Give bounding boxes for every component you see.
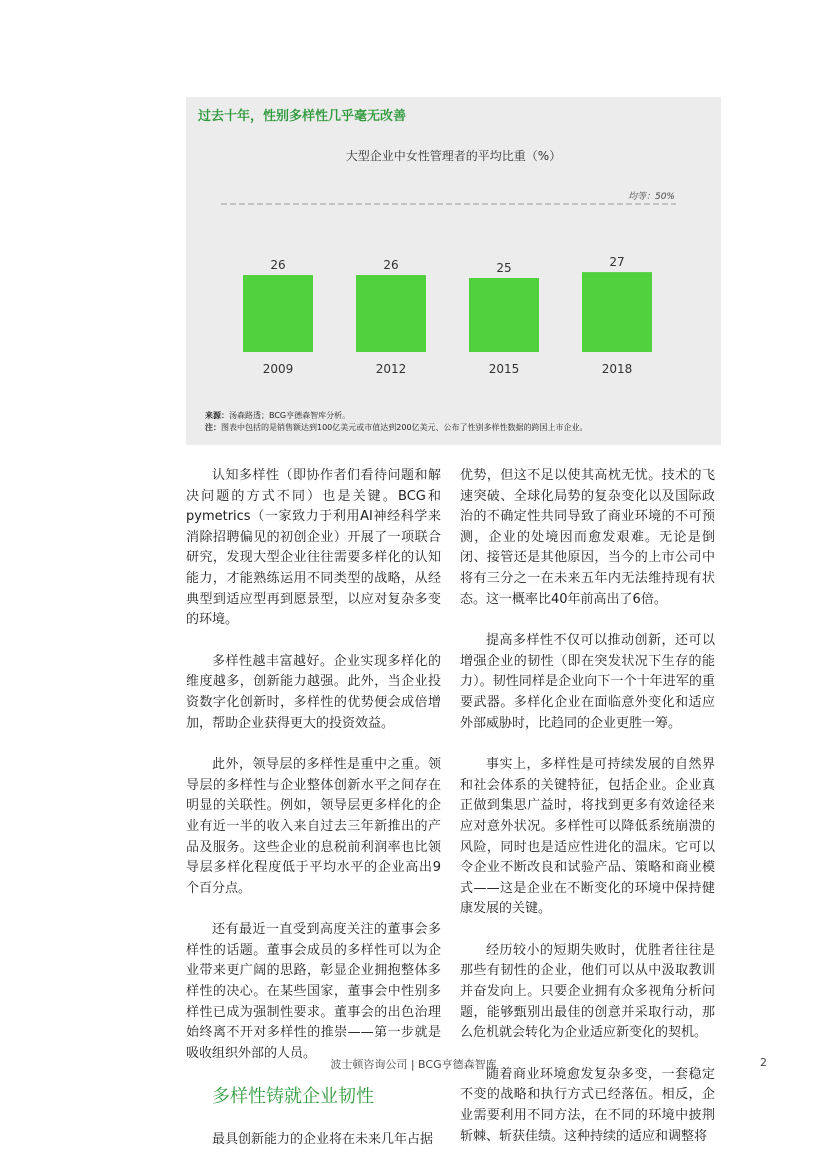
body-paragraph: 随着商业环境愈发复杂多变，一套稳定不变的战略和执行方式已经落伍。相反，企业需要利用不同方法，在不同的环境中披荆斩棘、斩获佳绩。这种持续的适应和调整将	[460, 1066, 715, 1144]
x-tick-label: 2009	[262, 362, 294, 376]
body-paragraph: 事实上，多样性是可持续发展的自然界和社会体系的关键特征，包括企业。企业真正做到集思广益时，将找到更多有效途径来应对意外状况。多样性可以降低系统崩溃的风险，同时也是适应性进化的温床。它可以令企业不断改良和试验产品、策略和商业模式——这是企业在不断变化的环境中保持健康发展的关键。	[460, 757, 715, 917]
bar-2018	[582, 272, 652, 352]
exhibit-heading: 过去十年，性别多样性几乎毫无改善	[198, 109, 407, 124]
body-paragraph: 还有最近一直受到高度关注的董事会多样性的话题。董事会成员的多样性可以为企业带来更广阔的思路，彰显企业拥抱整体多样性的决心。在某些国家，董事会中性别多样性已成为强制性要求。董事会的出色治理始终离不开对多样性的推崇——第一步就是吸收组织外部的人员。	[186, 922, 441, 1061]
body-paragraph: 经历较小的短期失败时，优胜者往往是那些有韧性的企业，他们可以从中汲取教训并奋发向上。只要企业拥有众多视角分析问题，能够甄别出最佳的创意并采取行动，那么危机就会转化为企业适应新变化的契机。	[460, 942, 715, 1041]
data-label: 26	[270, 258, 286, 273]
body-paragraph: 多样性越丰富越好。企业实现多样化的维度越多，创新能力越强。此外，当企业投资数字化创新时，多样性的优势便会成倍增加，帮助企业获得更大的投资效益。	[186, 653, 441, 731]
note-text: 图表中包括的是销售额达到100亿美元或市值达到200亿美元、公布了性别多样性数据的跨国上市企业。	[221, 423, 588, 432]
body-paragraph: 最具创新能力的企业将在未来几年占据	[212, 1132, 434, 1148]
body-paragraph: 此外，领导层的多样性是重中之重。领导层的多样性与企业整体创新水平之间存在明显的关联性。例如，领导层更多样化的企业有近一半的收入来自过去三年新推出的产品及服务。这些企业的息税前利润率也比领导层多样化程度低于平均水平的企业高出9个百分点。	[186, 757, 441, 896]
note-label: 注：	[205, 423, 221, 432]
data-label: 25	[496, 261, 512, 275]
data-label: 26	[383, 258, 399, 273]
source-label: 来源：	[205, 411, 229, 420]
body-paragraph: 认知多样性（即协作者们看待问题和解决问题的方式不同）也是关键。BCG和pymetrics（一家致力于利用AI神经科学来消除招聘偏见的初创企业）开展了一项联合研究，发现大型企业往往需要多样化的认知能力，才能熟练运用不同类型的战略，从经典型到适应型再到愿景型，以应对复杂多变的环境。	[186, 468, 441, 628]
chart-title: 大型企业中女性管理者的平均比重（%）	[345, 149, 562, 163]
source-text: 汤森路透；BCG亨德森智库分析。	[229, 411, 351, 420]
data-label: 27	[609, 255, 625, 270]
chart-note	[205, 422, 588, 433]
body-paragraph: 提高多样性不仅可以推动创新，还可以增强企业的韧性（即在突发状况下生存的能力）。韧性同样是企业向下一个十年进军的重要武器。多样化企业在面临意外变化和适应外部威胁时，比趋同的企业更胜一筹。	[460, 633, 715, 731]
x-tick-label: 2018	[601, 362, 633, 376]
bar-2015	[469, 278, 539, 352]
x-tick-label: 2015	[488, 362, 520, 376]
bar-chart	[186, 97, 721, 445]
page-number: 2	[760, 1056, 767, 1069]
body-paragraph: 优势，但这不足以使其高枕无忧。技术的飞速突破、全球化局势的复杂变化以及国际政治的不确定性共同导致了商业环境的不可预测，企业的处境因而愈发艰难。无论是倒闭、接管还是其他原因，当今的上市公司中将有三分之一在未来五年内无法维持现有状态。这一概率比40年前高出了6倍。	[460, 468, 715, 607]
x-tick-label: 2012	[375, 362, 407, 376]
source-note	[205, 410, 350, 421]
page-footer: 波士顿咨询公司 | BCG亨德森智库	[330, 1058, 497, 1071]
section-heading: 多样性铸就企业韧性	[212, 1086, 374, 1108]
parity-label: 均等：50%	[627, 192, 675, 202]
bar-2012	[356, 275, 426, 352]
exhibit-panel	[186, 97, 721, 445]
bar-2009	[243, 275, 313, 352]
